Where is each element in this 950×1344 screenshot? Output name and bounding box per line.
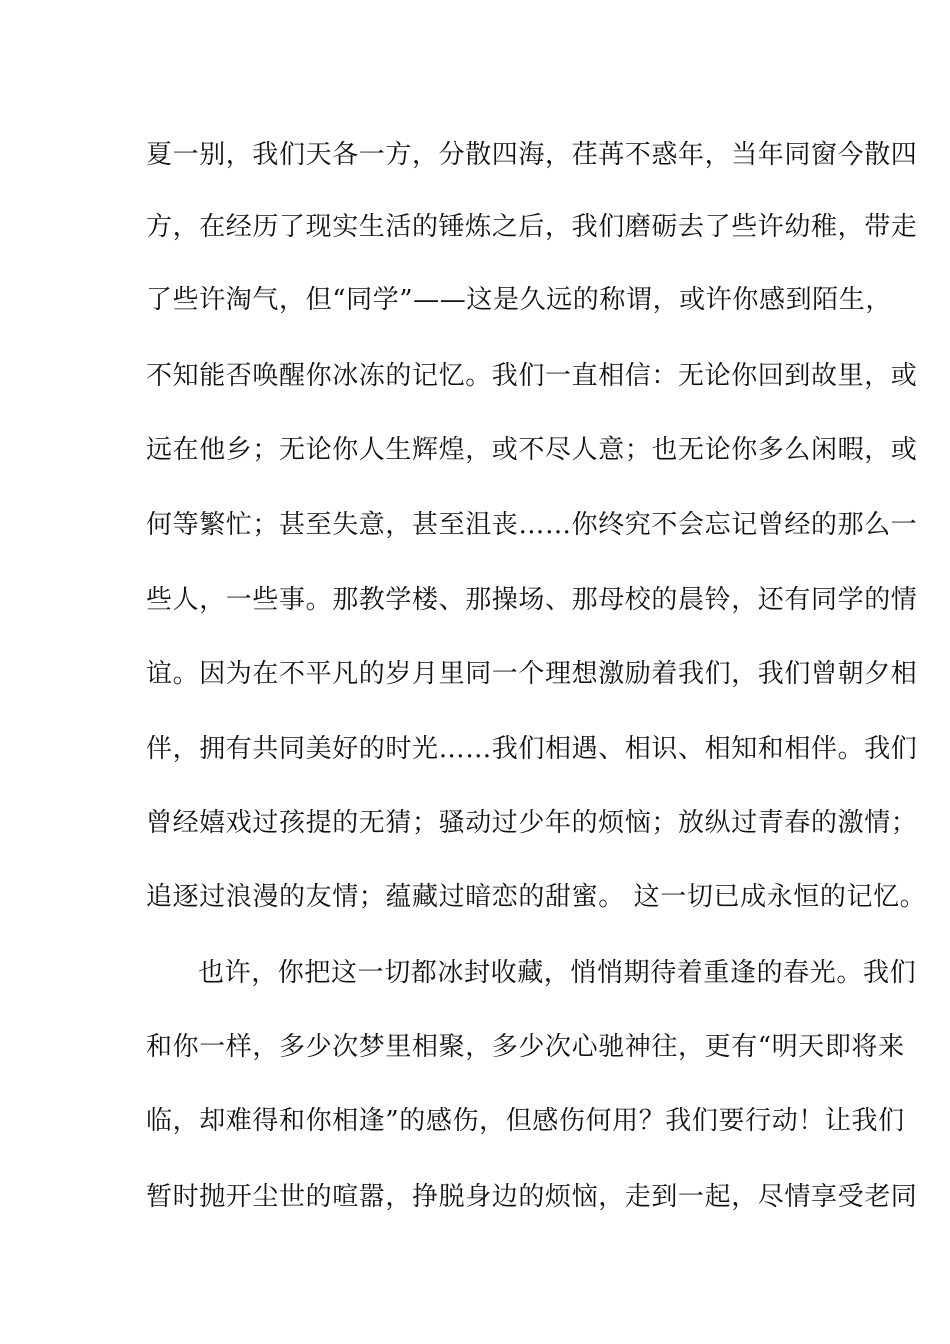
paragraph-1-line-2: 方，在经历了现实生活的锤炼之后，我们磨砺去了些许幼稚，带走 [146, 212, 918, 242]
paragraph-2-line-2: 和你一样，多少次梦里相聚，多少次心驰神往，更有“明天即将来 [146, 1032, 905, 1062]
paragraph-2-line-1: 也许，你把这一切都冰封收藏，悄悄期待着重逢的春光。我们 [198, 958, 917, 988]
paragraph-1-line-3: 了些许淘气，但“同学”——这是久远的称谓，或许你感到陌生， [146, 285, 892, 315]
paragraph-1-line-4: 不知能否唤醒你冰冻的记忆。我们一直相信：无论你回到故里，或 [146, 361, 918, 391]
paragraph-1-line-5: 远在他乡；无论你人生辉煌，或不尽人意；也无论你多么闲暇，或 [146, 435, 918, 465]
paragraph-1-line-9: 伴，拥有共同美好的时光……我们相遇、相识、相知和相伴。我们 [146, 734, 918, 764]
paragraph-1-line-8: 谊。因为在不平凡的岁月里同一个理想激励着我们，我们曾朝夕相 [146, 659, 918, 689]
paragraph-2-line-3: 临，却难得和你相逢”的感伤，但感伤何用？我们要行动！让我们 [146, 1106, 905, 1136]
paragraph-1-line-10: 曾经嬉戏过孩提的无猜；骚动过少年的烦恼；放纵过青春的激情； [146, 808, 918, 838]
paragraph-1-line-6: 何等繁忙；甚至失意，甚至沮丧……你终究不会忘记曾经的那么一 [146, 510, 918, 540]
paragraph-1-line-11: 追逐过浪漫的友情；蕴藏过暗恋的甜蜜。 这一切已成永恒的记忆。 [146, 882, 927, 912]
paragraph-1-line-7: 些人，一些事。那教学楼、那操场、那母校的晨铃，还有同学的情 [146, 585, 918, 615]
paragraph-2-line-4: 暂时抛开尘世的喧嚣，挣脱身边的烦恼，走到一起，尽情享受老同 [146, 1182, 918, 1212]
paragraph-1-line-1: 夏一别，我们天各一方，分散四海，荏苒不惑年，当年同窗今散四 [146, 140, 918, 170]
